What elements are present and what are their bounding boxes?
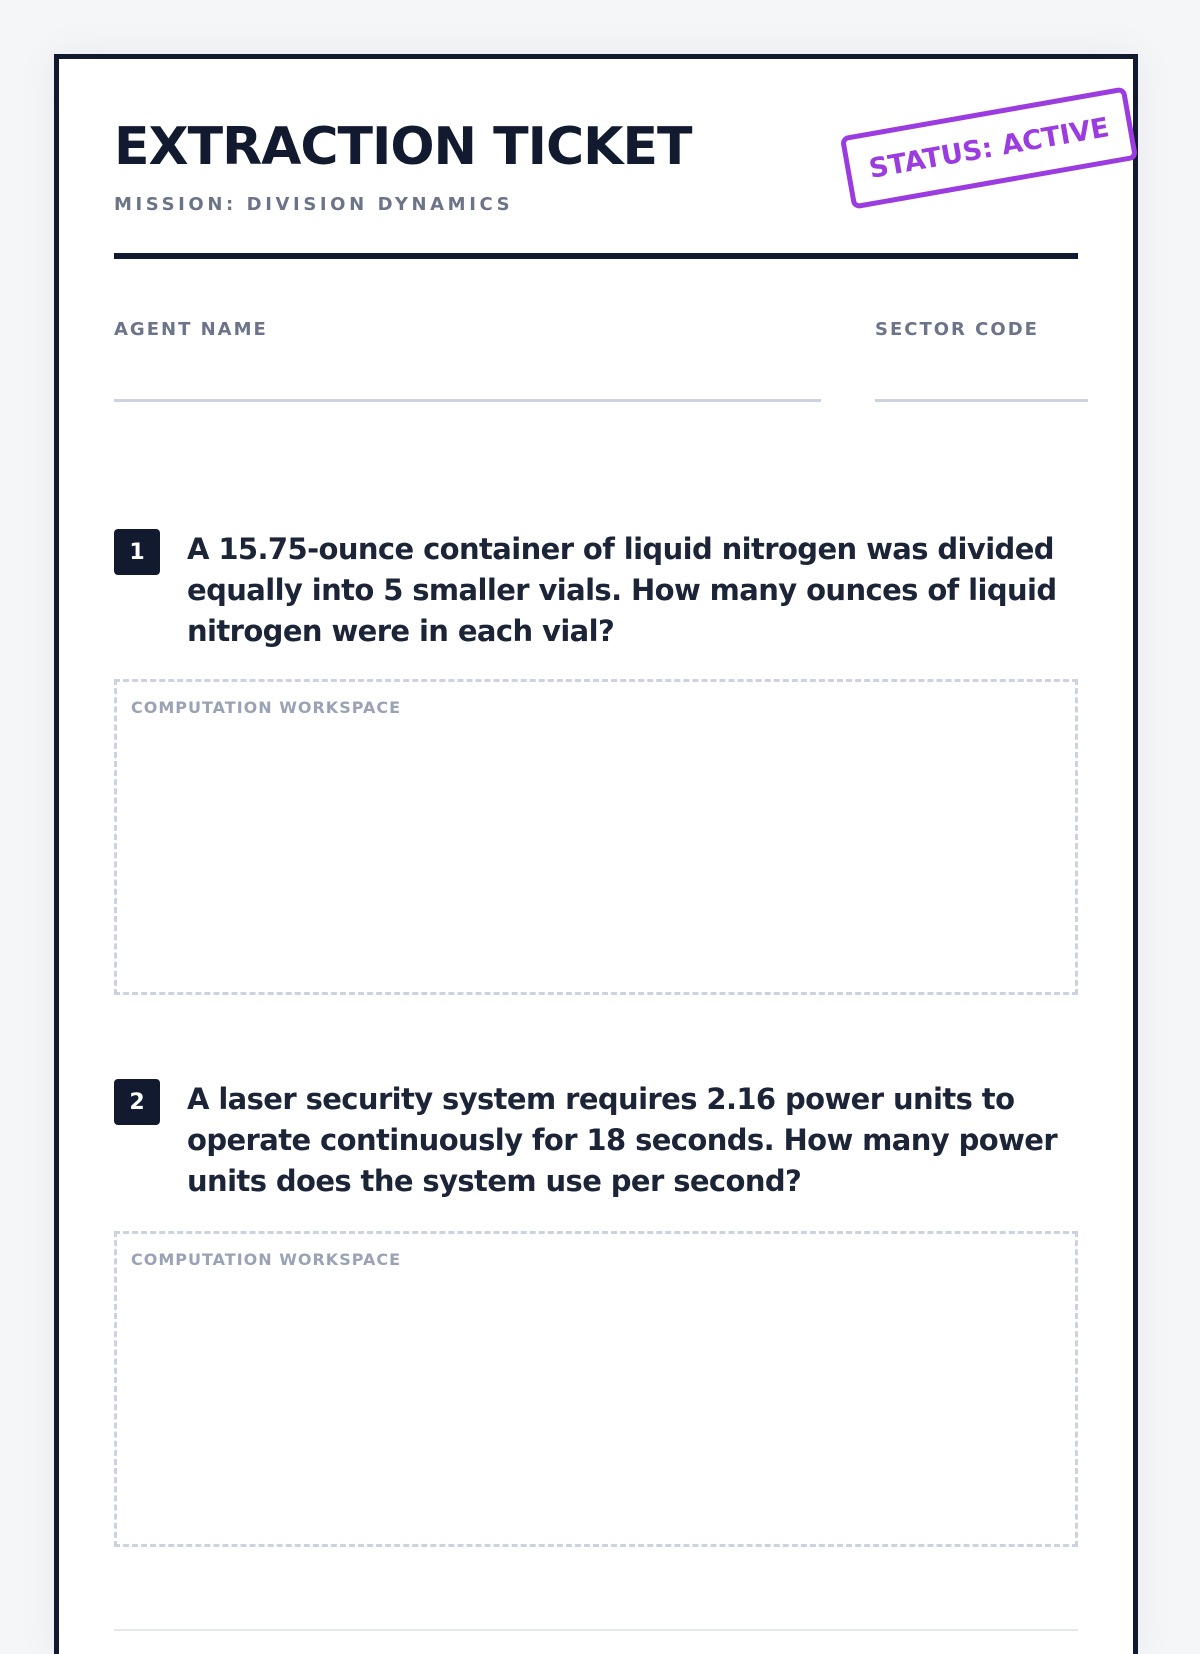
agent-name-label: AGENT NAME [114, 319, 268, 340]
computation-workspace-1[interactable] [114, 679, 1078, 995]
computation-workspace-2[interactable] [114, 1231, 1078, 1547]
question-text: A 15.75-ounce container of liquid nitrogen was divided equally into 5 smaller vials. How many ounces of liquid nitrogen were in each vial? [187, 532, 1057, 648]
sector-code-field[interactable] [875, 399, 1088, 402]
workspace-label: COMPUTATION WORKSPACE [131, 698, 402, 717]
status-stamp [840, 86, 1138, 209]
section-divider [114, 1629, 1078, 1631]
sector-code-label: SECTOR CODE [875, 319, 1039, 340]
agent-name-field[interactable] [114, 399, 821, 402]
ticket-sheet [54, 54, 1138, 1654]
page-title: EXTRACTION TICKET [114, 117, 692, 177]
question-number-badge: 2 [114, 1079, 160, 1125]
header-divider [114, 253, 1078, 259]
workspace-label: COMPUTATION WORKSPACE [131, 1250, 402, 1269]
question-text: A laser security system requires 2.16 power units to operate continuously for 18 seconds. How many power units does the system use per second? [187, 1082, 1058, 1198]
question-number-badge: 1 [114, 529, 160, 575]
mission-subtitle: MISSION: DIVISION DYNAMICS [114, 194, 514, 215]
status-stamp-label: STATUS: ACTIVE [866, 111, 1112, 185]
ticket-content [114, 59, 1112, 1654]
